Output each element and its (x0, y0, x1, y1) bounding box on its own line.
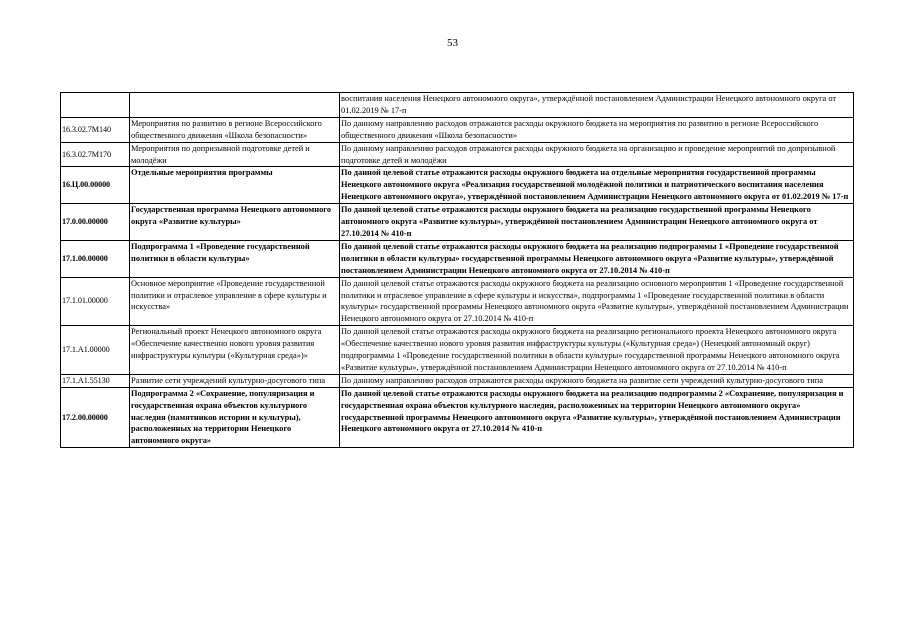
description-cell: По данной целевой статье отражаются расходы окружного бюджета на реализацию подпрограммы 1 «Проведение государственной политики в области культуры» государственной программы Ненецкого автономного округа «Развитие культуры», утверждённой постановлением Администрации Ненецкого автономного округа от 27.10.2014 № 410-п (340, 240, 854, 277)
table-row (61, 142, 854, 167)
code-cell: 16.3.02.7М140 (61, 117, 130, 142)
code-cell: 17.1.00.00000 (61, 240, 130, 277)
name-cell: Региональный проект Ненецкого автономного округа «Обеспечение качественно нового уровня развития инфраструктуры культуры («Культурная среда»)» (130, 326, 340, 375)
name-cell: Отдельные мероприятия программы (130, 167, 340, 204)
name-cell: Основное мероприятие «Проведение государственной политики и отраслевое управление в сфере культуры и искусства» (130, 277, 340, 326)
description-cell: По данному направлению расходов отражаются расходы окружного бюджета на мероприятия по развитию в регионе Всероссийского общественного движения «Школа безопасности» (340, 117, 854, 142)
table-row (61, 240, 854, 277)
description-cell: По данному направлению расходов отражаются расходы окружного бюджета на организацию и проведение мероприятий по допризывной подготовке детей и молодёжи (340, 142, 854, 167)
code-cell: 16.Ц.00.00000 (61, 167, 130, 204)
table-row (61, 374, 854, 387)
code-cell: 16.3.02.7М170 (61, 142, 130, 167)
description-cell: По данному направлению расходов отражаются расходы окружного бюджета на развитие сети учреждений культурно-досугового типа (340, 374, 854, 387)
table-row (61, 326, 854, 375)
table-body (61, 93, 854, 448)
description-cell: воспитания населения Ненецкого автономного округа», утверждённой постановлением Администрации Ненецкого автономного округа от 01.02.2019 № 17-п (340, 93, 854, 118)
table-row (61, 277, 854, 326)
name-cell: Государственная программа Ненецкого автономного округа «Развитие культуры» (130, 204, 340, 241)
description-cell: По данной целевой статье отражаются расходы окружного бюджета на реализацию подпрограммы 2 «Сохранение, популяризация и государственная охрана объектов культурного наследия, расположенных на территории Ненецкого автономного округа» государственной программы Ненецкого автономного округа «Развитие культуры», утверждённой постановлением Администрации Ненецкого автономного округа от 27.10.2014 № 410-п (340, 387, 854, 448)
budget-classification-table (60, 92, 854, 448)
table-row (61, 167, 854, 204)
code-cell: 17.1.01.00000 (61, 277, 130, 326)
name-cell: Подпрограмма 1 «Проведение государственной политики в области культуры» (130, 240, 340, 277)
description-cell: По данной целевой статье отражаются расходы окружного бюджета на реализацию регионального проекта Ненецкого автономного округа «Обеспечение качественно нового уровня развития инфраструктуры культуры («Культурная среда») (Ненецкий автономный округ) подпрограммы 1 «Проведение государственной политики в области культуры» государственной программы Ненецкого автономного округа «Развитие культуры», утверждённой постановлением Администрации Ненецкого автономного округа от 27.10.2014 № 410-п (340, 326, 854, 375)
description-cell: По данной целевой статье отражаются расходы окружного бюджета на реализацию государственной программы Ненецкого автономного округа «Развитие культуры», утверждённой постановлением Администрации Ненецкого автономного округа от 27.10.2014 № 410-п (340, 204, 854, 241)
code-cell: 17.0.00.00000 (61, 204, 130, 241)
name-cell: Подпрограмма 2 «Сохранение, популяризация и государственная охрана объектов культурного наследия (памятников истории и культуры), расположенных на территории Ненецкого автономного округа» (130, 387, 340, 448)
code-cell: 17.1.А1.55130 (61, 374, 130, 387)
name-cell: Мероприятия по развитию в регионе Всероссийского общественного движения «Школа безопасности» (130, 117, 340, 142)
table-row (61, 387, 854, 448)
table-row (61, 93, 854, 118)
code-cell: 17.1.А1.00000 (61, 326, 130, 375)
table-row (61, 117, 854, 142)
table-row (61, 204, 854, 241)
page-number: 53 (447, 37, 458, 49)
code-cell (61, 93, 130, 118)
name-cell: Развитие сети учреждений культурно-досугового типа (130, 374, 340, 387)
name-cell (130, 93, 340, 118)
code-cell: 17.2.00.00000 (61, 387, 130, 448)
name-cell: Мероприятия по допризывной подготовке детей и молодёжи (130, 142, 340, 167)
description-cell: По данной целевой статье отражаются расходы окружного бюджета на отдельные мероприятия государственной программы Ненецкого автономного округа «Реализация государственной молодёжной политики и патриотического воспитания населения Ненецкого автономного округа», утверждённой постановлением Администрации Ненецкого автономного округа от 01.02.2019 № 17-п (340, 167, 854, 204)
description-cell: По данной целевой статье отражаются расходы окружного бюджета на реализацию основного мероприятия 1 «Проведение государственной политики и отраслевое управление в сфере культуры и искусства», подпрограммы 1 «Проведение государственной политики в области культуры» государственной программы Ненецкого автономного округа «Развитие культуры», утверждённой постановлением Администрации Ненецкого автономного округа от 27.10.2014 № 410-п (340, 277, 854, 326)
